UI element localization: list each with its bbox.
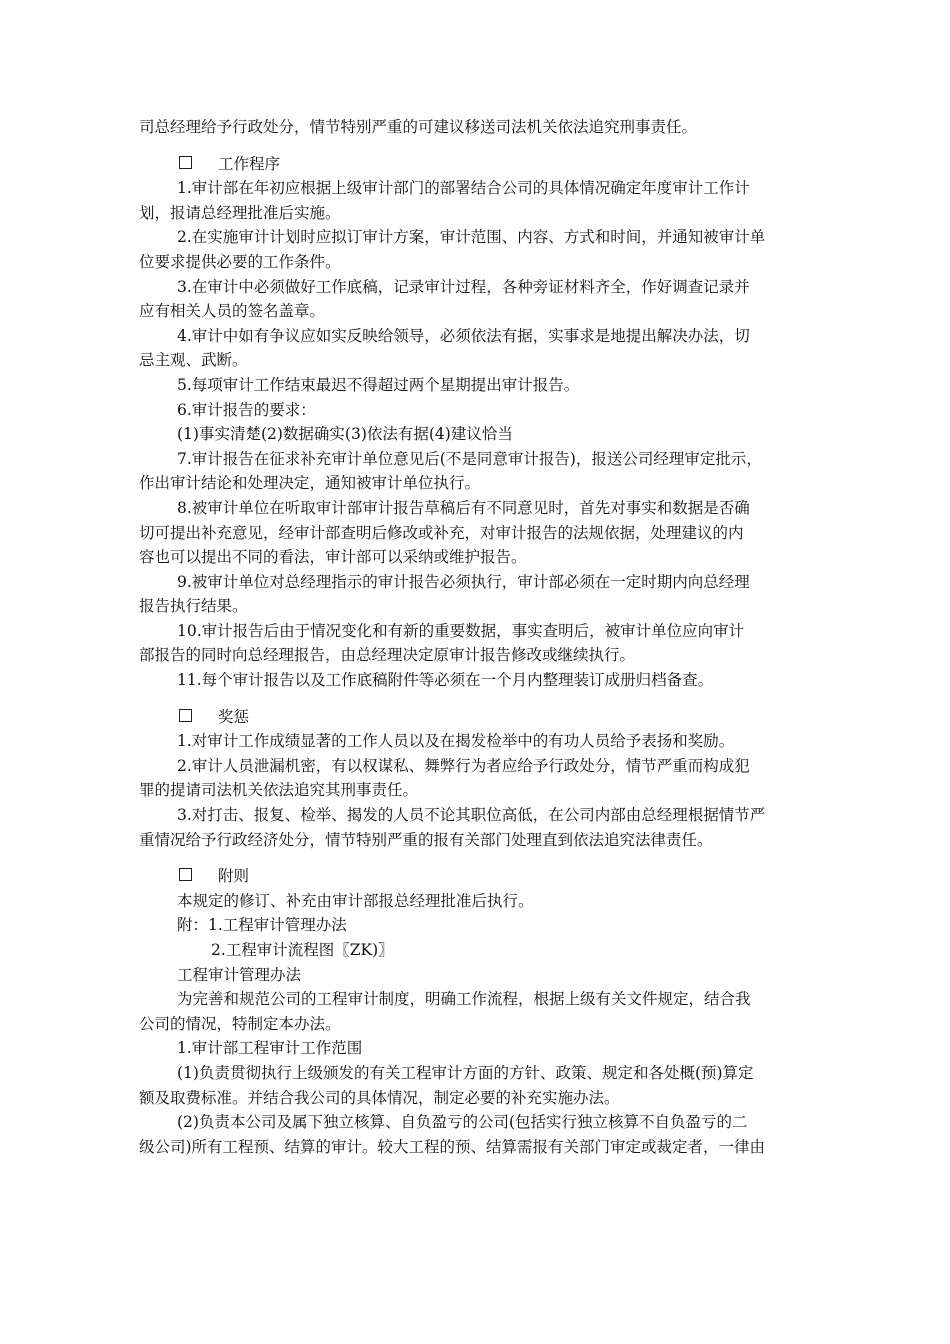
paragraph-line: 为完善和规范公司的工程审计制度，明确工作流程，根据上级有关文件规定，结合我 bbox=[177, 990, 751, 1009]
paragraph-line: 额及取费标准。并结合我公司的具体情况，制定必要的补充实施办法。 bbox=[139, 1088, 620, 1107]
section-heading-label: 附则 bbox=[218, 867, 250, 886]
paragraph-line: 3.在审计中必须做好工作底稿，记录审计过程，各种旁证材料齐全，作好调查记录并 bbox=[177, 277, 750, 296]
paragraph-line: 报告执行结果。 bbox=[139, 597, 248, 616]
paragraph-line: (2)负责本公司及属下独立核算、自负盈亏的公司(包括实行独立核算不自负盈亏的二 bbox=[177, 1113, 748, 1132]
paragraph-line: (1)负责贯彻执行上级颁发的有关工程审计方面的方针、政策、规定和各处概(预)算定 bbox=[177, 1063, 754, 1082]
paragraph-line: 忌主观、武断。 bbox=[139, 351, 248, 370]
paragraph-line: 部报告的同时向总经理报告，由总经理决定原审计报告修改或继续执行。 bbox=[139, 646, 636, 665]
paragraph-line: 6.审计报告的要求： bbox=[177, 400, 316, 419]
paragraph-line: (1)事实清楚(2)数据确实(3)依法有据(4)建议恰当 bbox=[177, 425, 513, 444]
paragraph-line: 1.审计部工程审计工作范围 bbox=[177, 1039, 363, 1058]
section-heading-procedure bbox=[139, 152, 819, 177]
section-heading-rewards bbox=[139, 705, 819, 730]
paragraph-line: 位要求提供必要的工作条件。 bbox=[139, 252, 341, 271]
paragraph-line: 4.审计中如有争议应如实反映给领导，必须依法有据，实事求是地提出解决办法，切 bbox=[177, 326, 750, 345]
document-body bbox=[139, 115, 819, 1159]
paragraph-line: 2.工程审计流程图〖ZK)〗 bbox=[211, 941, 394, 959]
paragraph-line: 罪的提请司法机关依法追究其刑事责任。 bbox=[139, 781, 419, 800]
checkbox-square-icon bbox=[179, 709, 192, 722]
paragraph-line: 划，报请总经理批准后实施。 bbox=[139, 203, 341, 222]
paragraph-line: 附：1.工程审计管理办法 bbox=[177, 916, 347, 935]
section-heading-label: 工作程序 bbox=[218, 154, 281, 173]
section-heading-appendix bbox=[139, 864, 819, 889]
paragraph-line: 工程审计管理办法 bbox=[177, 965, 302, 984]
section-heading-label: 奖惩 bbox=[218, 707, 250, 726]
paragraph-line: 作出审计结论和处理决定，通知被审计单位执行。 bbox=[139, 474, 481, 493]
paragraph-line: 10.审计报告后由于情况变化和有新的重要数据，事实查明后，被审计单位应向审计 bbox=[177, 621, 745, 640]
paragraph-line: 切可提出补充意见，经审计部查明后修改或补充，对审计报告的法规依据，处理建议的内 bbox=[139, 523, 744, 542]
section-gap bbox=[139, 140, 819, 152]
paragraph-line: 8.被审计单位在听取审计部审计报告草稿后有不同意见时，首先对事实和数据是否确 bbox=[177, 498, 750, 517]
paragraph-line: 9.被审计单位对总经理指示的审计报告必须执行，审计部必须在一定时期内向总经理 bbox=[177, 572, 750, 591]
paragraph-line: 容也可以提出不同的看法，审计部可以采纳或维护报告。 bbox=[139, 548, 527, 567]
paragraph-line: 本规定的修订、补充由审计部报总经理批准后执行。 bbox=[177, 891, 534, 910]
paragraph-line: 1.审计部在年初应根据上级审计部门的部署结合公司的具体情况确定年度审计工作计 bbox=[177, 179, 750, 198]
paragraph-line: 1.对审计工作成绩显著的工作人员以及在揭发检举中的有功人员给予表扬和奖励。 bbox=[177, 732, 735, 751]
section-gap bbox=[139, 852, 819, 864]
paragraph-line: 公司的情况，特制定本办法。 bbox=[139, 1014, 341, 1033]
intro-line: 司总经理给予行政处分，情节特别严重的可建议移送司法机关依法追究刑事责任。 bbox=[139, 118, 698, 136]
checkbox-square-icon bbox=[179, 156, 192, 169]
section-gap bbox=[139, 693, 819, 705]
paragraph-line: 重情况给予行政经济处分，情节特别严重的报有关部门处理直到依法追究法律责任。 bbox=[139, 830, 713, 849]
paragraph-line: 3.对打击、报复、检举、揭发的人员不论其职位高低，在公司内部由总经理根据情节严 bbox=[177, 806, 766, 825]
paragraph-line: 应有相关人员的签名盖章。 bbox=[139, 302, 326, 321]
paragraph-line: 7.审计报告在征求补充审计单位意见后(不是同意审计报告)，报送公司经理审定批示， bbox=[177, 449, 762, 468]
checkbox-square-icon bbox=[179, 868, 192, 881]
paragraph-line: 级公司)所有工程预、结算的审计。较大工程的预、结算需报有关部门审定或裁定者，一律由 bbox=[139, 1137, 766, 1156]
paragraph-line: 5.每项审计工作结束最迟不得超过两个星期提出审计报告。 bbox=[177, 375, 580, 394]
paragraph-line: 2.审计人员泄漏机密，有以权谋私、舞弊行为者应给予行政处分，情节严重而构成犯 bbox=[177, 756, 750, 775]
paragraph-line: 2.在实施审计计划时应拟订审计方案，审计范围、内容、方式和时间，并通知被审计单 bbox=[177, 228, 766, 247]
paragraph-line: 11.每个审计报告以及工作底稿附件等必须在一个月内整理装订成册归档备查。 bbox=[177, 671, 714, 690]
